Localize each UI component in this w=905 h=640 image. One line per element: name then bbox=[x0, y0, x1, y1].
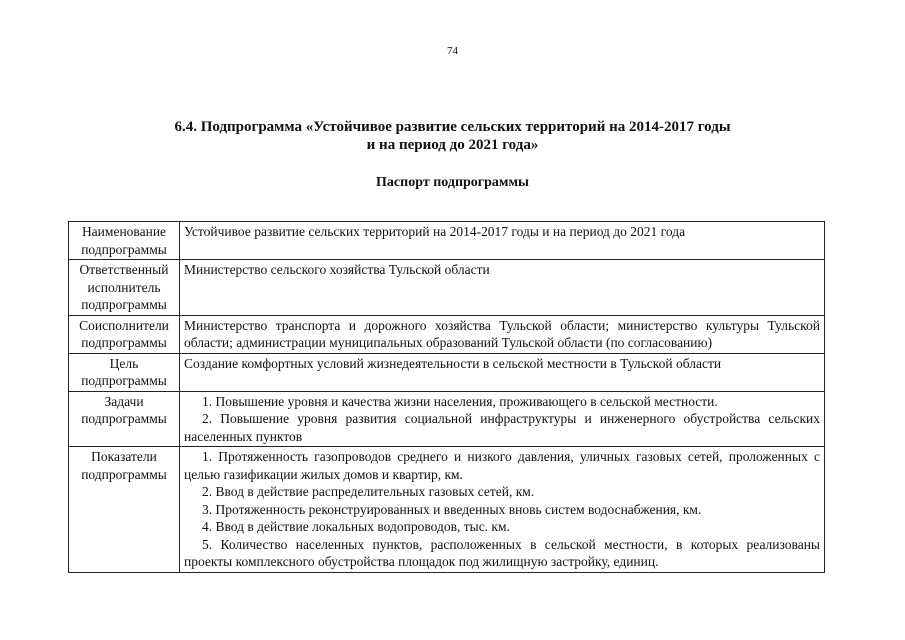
table-row bbox=[69, 315, 825, 353]
row-label: Задачи подпрограммы bbox=[69, 391, 180, 447]
passport-table bbox=[68, 221, 825, 573]
row-label: Ответственный исполнитель подпрограммы bbox=[69, 260, 180, 316]
table-row bbox=[69, 260, 825, 316]
row-value-list bbox=[180, 391, 825, 447]
row-value: Министерство транспорта и дорожного хозяйства Тульской области; министерство культуры Тульской области; администрации муниципальных образований Тульской области (по согласованию) bbox=[180, 315, 825, 353]
row-label: Соисполнители подпрограммы bbox=[69, 315, 180, 353]
row-value: Устойчивое развитие сельских территорий на 2014-2017 годы и на период до 2021 года bbox=[180, 222, 825, 260]
page-title-line-2: и на период до 2021 года» bbox=[366, 137, 539, 153]
list-item: 2. Повышение уровня развития социальной инфраструктуры и инженерного обустройства сельских населенных пунктов bbox=[184, 411, 820, 444]
list-item: 2. Ввод в действие распределительных газовых сетей, км. bbox=[202, 484, 535, 499]
list-item: 4. Ввод в действие локальных водопроводов, тыс. км. bbox=[202, 519, 510, 534]
table-row bbox=[69, 222, 825, 260]
list-item: 1. Протяженность газопроводов среднего и низкого давления, уличных газовых сетей, проложенных с целью газификации жилых домов и квартир, км. bbox=[184, 449, 820, 482]
row-value: Создание комфортных условий жизнедеятельности в сельской местности в Тульской области bbox=[180, 353, 825, 391]
list-item: 1. Повышение уровня и качества жизни населения, проживающего в сельской местности. bbox=[202, 393, 718, 409]
row-label: Цель подпрограммы bbox=[69, 353, 180, 391]
list-item: 5. Количество населенных пунктов, расположенных в сельской местности, в которых реализованы проекты комплексного обустройства площадок под жилищную застройку, единиц. bbox=[184, 536, 820, 569]
table-row bbox=[69, 447, 825, 573]
page-number: 74 bbox=[447, 45, 458, 57]
passport-heading: Паспорт подпрограммы bbox=[376, 175, 529, 190]
row-value-list bbox=[180, 447, 825, 573]
row-label: Показатели подпрограммы bbox=[69, 447, 180, 573]
row-label: Наименование подпрограммы bbox=[69, 222, 180, 260]
page-title-line-1: 6.4. Подпрограмма «Устойчивое развитие сельских территорий на 2014-2017 годы bbox=[174, 119, 731, 135]
table-row bbox=[69, 353, 825, 391]
list-item: 3. Протяженность реконструированных и введенных вновь систем водоснабжения, км. bbox=[202, 501, 702, 517]
row-value: Министерство сельского хозяйства Тульской области bbox=[180, 260, 825, 316]
table-row bbox=[69, 391, 825, 447]
